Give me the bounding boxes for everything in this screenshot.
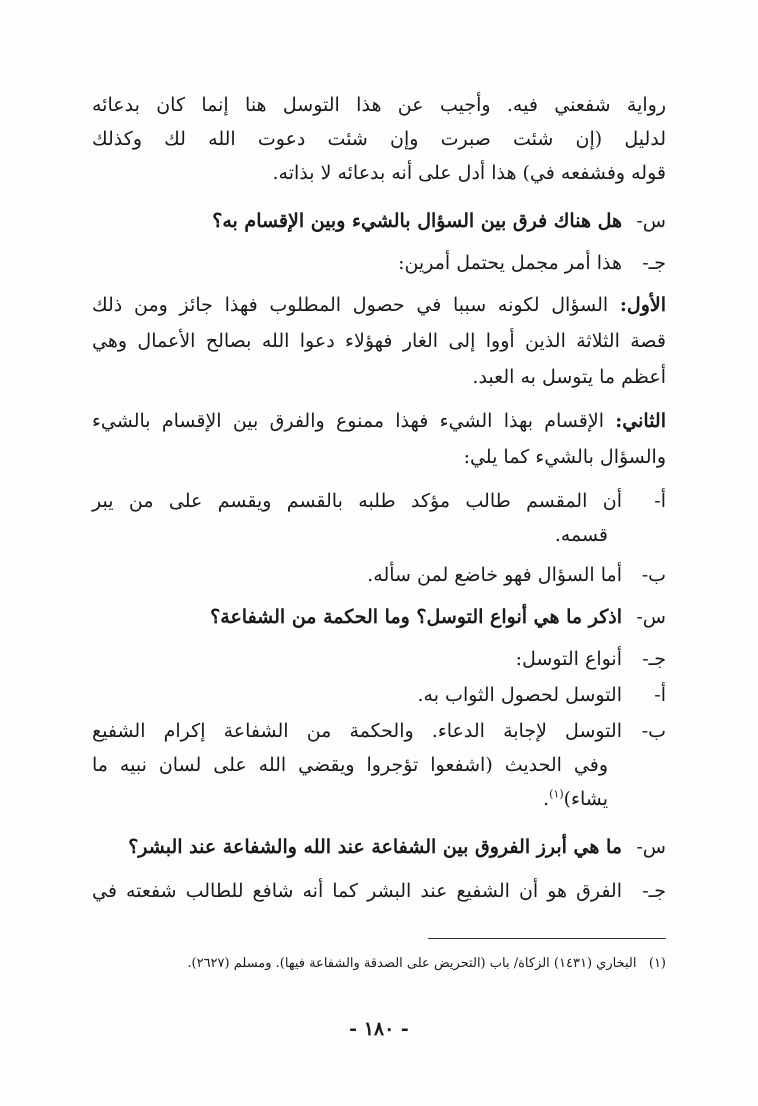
list-item-text: التوسل لإجابة الدعاء. والحكمة من الشفاعة إكرام الشفيع xyxy=(92,720,622,742)
text-line: وفي الحديث (اشفعوا تؤجروا ويقضي الله على لسان نبيه ما xyxy=(92,754,608,776)
answer-marker: جـ- xyxy=(642,648,666,670)
list-marker: ب- xyxy=(641,720,666,742)
footnote-number: (١) xyxy=(648,956,666,971)
text-line: قوله وفشفعه في) هذا أدل على أنه بدعائه لا بذاته. xyxy=(272,162,666,184)
list-item-text: أن المقسم طالب مؤكد طلبه بالقسم ويقسم على من يبر xyxy=(92,490,622,512)
list-item-text: أما السؤال فهو خاضع لمن سأله. xyxy=(367,564,622,586)
paragraph-text: السؤال لكونه سببا في حصول المطلوب فهذا جائز ومن ذلك xyxy=(92,294,609,316)
question-text: هل هناك فرق بين السؤال بالشيء وبين الإقسام به؟ xyxy=(212,210,622,232)
paragraph-label: الثاني: xyxy=(615,410,666,432)
list-item xyxy=(92,680,666,710)
footnote-divider xyxy=(428,938,666,939)
question-text: ما هي أبرز الفروق بين الشفاعة عند الله والشفاعة عند البشر؟ xyxy=(128,836,622,858)
text-line: لدليل (إن شئت صبرت وإن شئت دعوت الله لك وكذلك xyxy=(92,128,666,150)
text-line: رواية شفعني فيه. وأجيب عن هذا التوسل هنا إنما كان بدعائه xyxy=(92,94,666,116)
answer-2 xyxy=(92,644,666,674)
paragraph-label: الأول: xyxy=(619,294,667,316)
question-marker: س- xyxy=(636,210,666,232)
list-item-text: التوسل لحصول الثواب به. xyxy=(417,684,622,706)
answer-marker: جـ- xyxy=(642,880,666,902)
question-2 xyxy=(92,602,666,632)
list-marker: أ- xyxy=(654,684,666,706)
paragraph-first xyxy=(92,290,666,320)
list-item xyxy=(92,486,666,516)
answer-3 xyxy=(92,876,666,906)
question-3 xyxy=(92,832,666,862)
page-number: - ١٨٠ - xyxy=(349,1018,409,1040)
paragraph-second xyxy=(92,406,666,436)
text-line xyxy=(92,784,608,814)
answer-1 xyxy=(92,248,666,278)
answer-text: هذا أمر مجمل يحتمل أمرين: xyxy=(398,252,622,274)
text-line: والسؤال بالشيء كما يلي: xyxy=(463,446,666,468)
text-fragment: يشاء) xyxy=(563,788,608,810)
question-marker: س- xyxy=(636,606,666,628)
text-line: أعظم ما يتوسل به العبد. xyxy=(472,366,666,388)
question-marker: س- xyxy=(636,836,666,858)
text-line: قصة الثلاثة الذين أووا إلى الغار فهؤلاء دعوا الله بصالح الأعمال وهي xyxy=(92,330,666,352)
text-fragment: . xyxy=(543,788,550,810)
list-marker: أ- xyxy=(654,490,666,512)
footnote-ref: (١) xyxy=(549,787,564,801)
text-line: قسمه. xyxy=(554,524,608,546)
answer-text: أنواع التوسل: xyxy=(515,648,622,670)
list-item xyxy=(92,716,666,746)
question-text: اذكر ما هي أنواع التوسل؟ وما الحكمة من الشفاعة؟ xyxy=(210,606,622,628)
answer-marker: جـ- xyxy=(642,252,666,274)
question-1 xyxy=(92,206,666,236)
answer-text: الفرق هو أن الشفيع عند البشر كما أنه شافع للطالب شفعته في xyxy=(92,880,622,902)
list-item xyxy=(92,560,666,590)
paragraph-text: الإقسام بهذا الشيء فهذا ممنوع والفرق بين الإقسام بالشيء xyxy=(92,410,604,432)
list-marker: ب- xyxy=(641,564,666,586)
footnote-text: البخاري (١٤٣١) الزكاة/ باب (التحريض على الصدقة والشفاعة فيها). ومسلم (٢٦٢٧). xyxy=(187,956,637,971)
footnote xyxy=(92,953,666,975)
